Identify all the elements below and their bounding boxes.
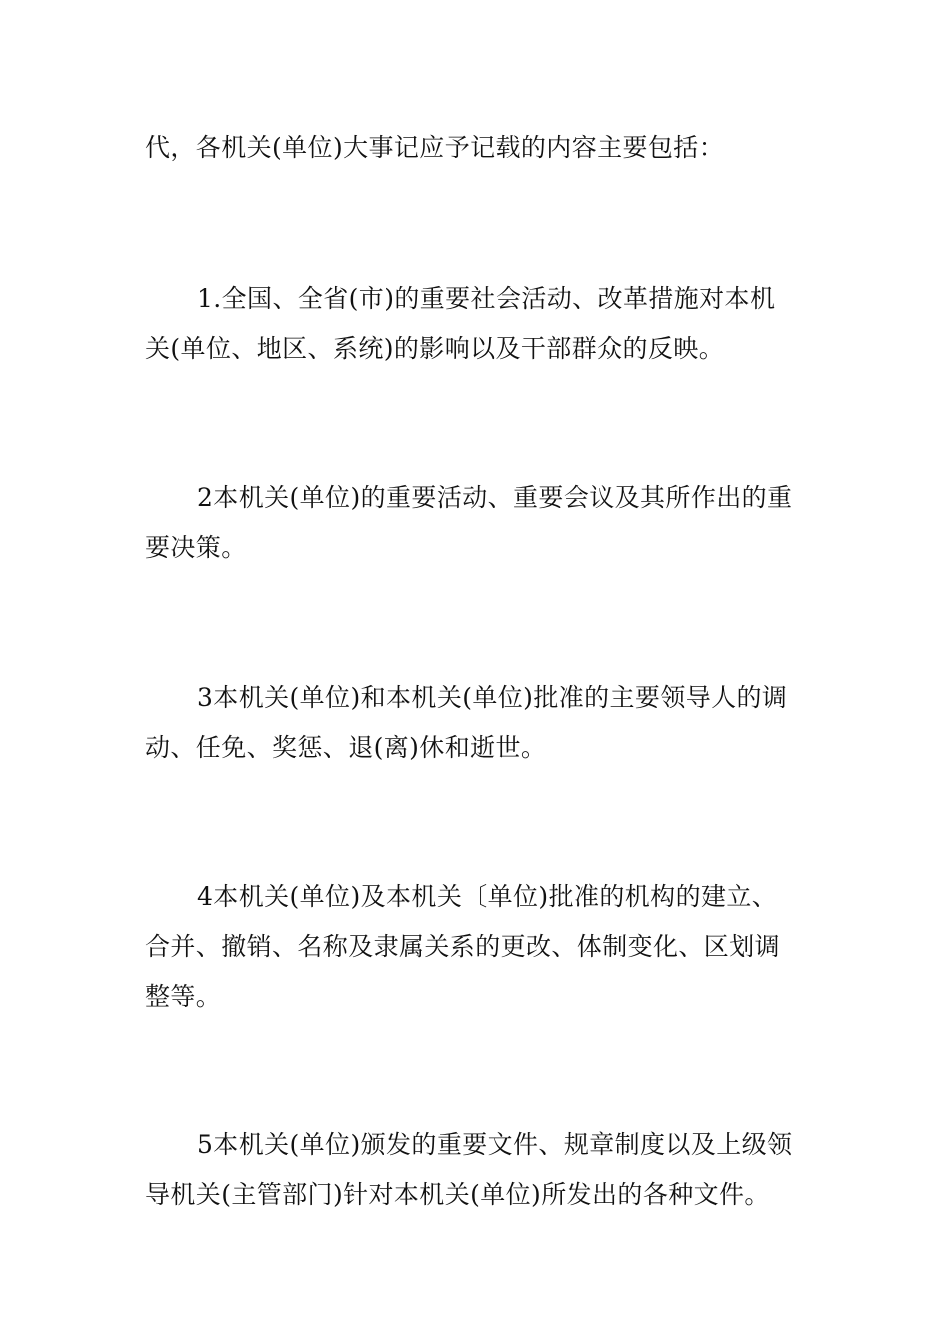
paragraph-line: 2本机关(单位)的重要活动、重要会议及其所作出的重 bbox=[197, 483, 793, 512]
paragraph-line: 要决策。 bbox=[145, 533, 247, 562]
paragraph-line: 4本机关(单位)及本机关〔单位)批准的机构的建立、 bbox=[197, 882, 778, 911]
intro-paragraph bbox=[145, 123, 809, 173]
paragraph-line: 导机关(主管部门)针对本机关(单位)所发出的各种文件。 bbox=[145, 1180, 770, 1209]
item-5-paragraph bbox=[145, 1120, 809, 1220]
item-1-paragraph bbox=[145, 274, 809, 374]
paragraph-line: 3本机关(单位)和本机关(单位)批准的主要领导人的调 bbox=[197, 683, 788, 712]
item-2-paragraph bbox=[145, 473, 809, 573]
paragraph-line: 合并、撤销、名称及隶属关系的更改、体制变化、区划调 bbox=[145, 932, 781, 961]
paragraph-line: 1.全国、全省(市)的重要社会活动、改革措施对本机 bbox=[197, 284, 776, 313]
item-4-paragraph bbox=[145, 872, 809, 1022]
paragraph-line: 5本机关(单位)颁发的重要文件、规章制度以及上级领 bbox=[197, 1130, 793, 1159]
paragraph-line: 动、任免、奖惩、退(离)休和逝世。 bbox=[145, 733, 547, 762]
item-3-paragraph bbox=[145, 673, 809, 773]
paragraph-line: 关(单位、地区、系统)的影响以及干部群众的反映。 bbox=[145, 334, 725, 363]
paragraph-line: 整等。 bbox=[145, 982, 222, 1011]
paragraph-line: 代，各机关(单位)大事记应予记载的内容主要包括： bbox=[145, 133, 725, 162]
